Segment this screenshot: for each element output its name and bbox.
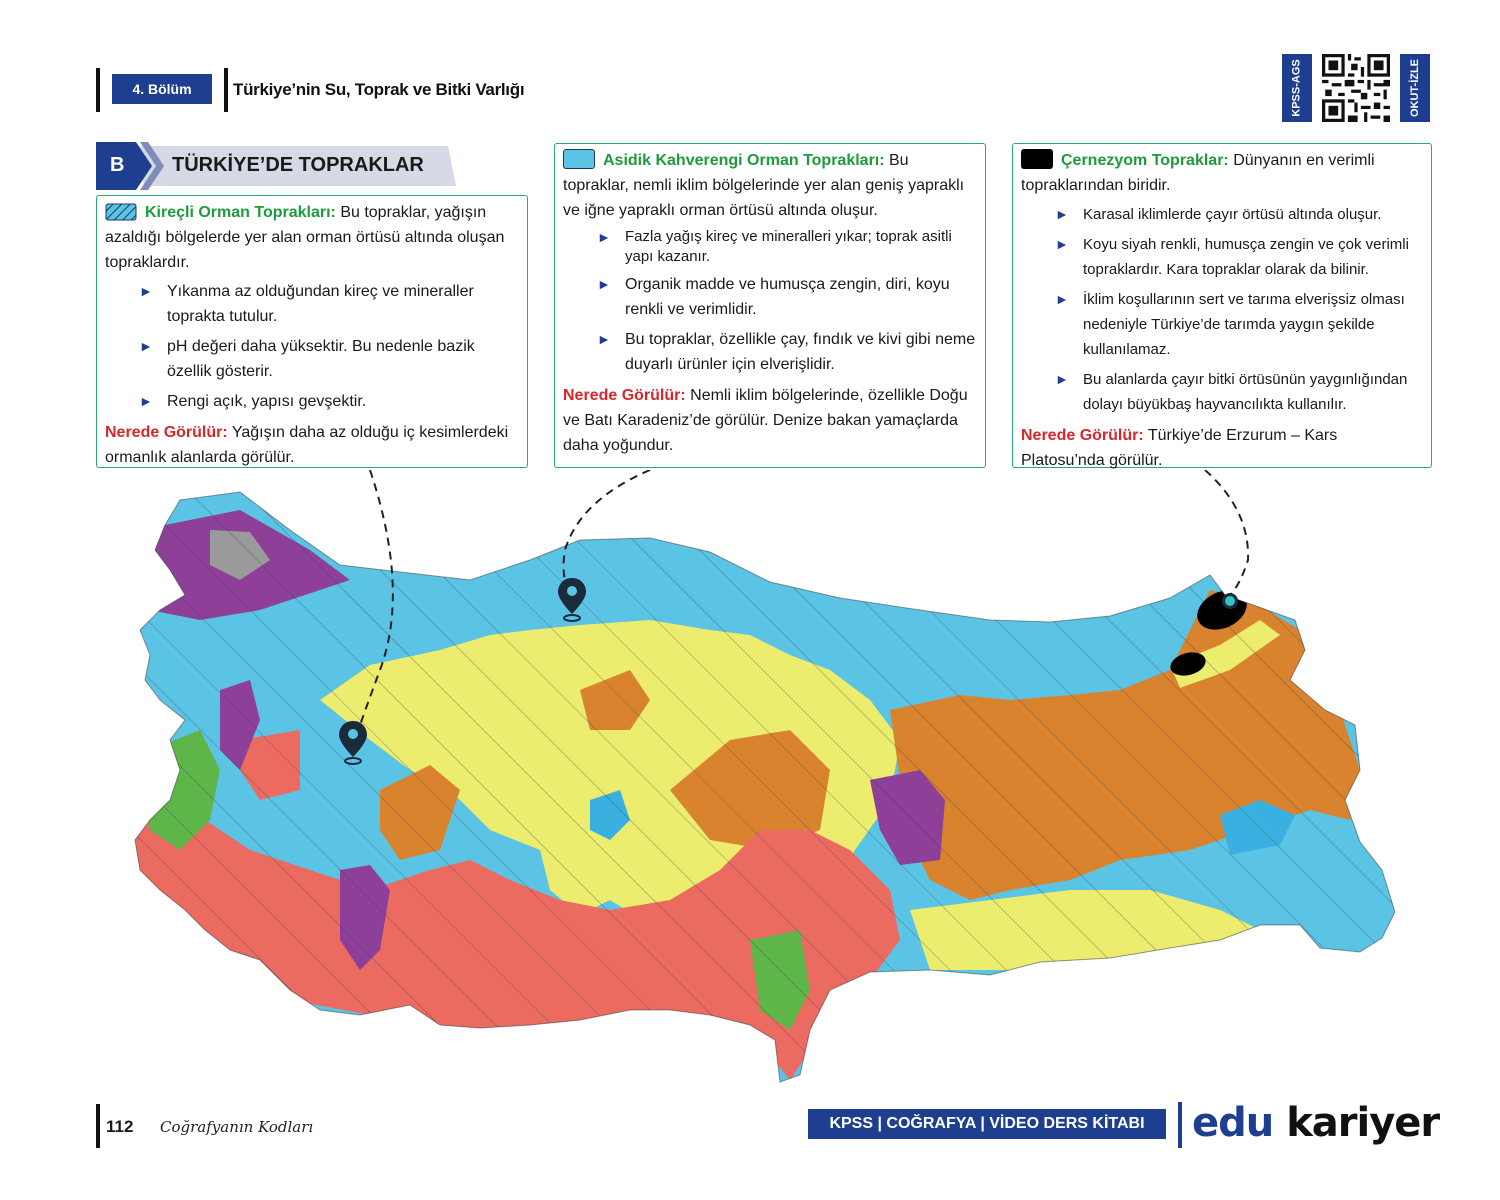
kirecli-intro-text: Bu topraklar, yağışın azaldığı bölgelerde yer alan orman örtüsü altında oluşan topraklardır. [105, 204, 505, 271]
footer-divider-left [96, 1104, 100, 1148]
list-item: ► Fazla yağış kireç ve mineralleri yıkar; toprak asitli yapı kazanır. [597, 228, 952, 265]
list-item: ► Karasal iklimlerde çayır örtüsü altında oluşur. [1021, 202, 1423, 227]
list-item: ► Rengi açık, yapısı gevşektir. [105, 389, 519, 414]
asidik-intro [563, 148, 977, 223]
section-letter: B [110, 154, 125, 176]
chapter-badge: 4. Bölüm [112, 74, 212, 104]
asidik-where-label: Nerede Görülür: [563, 387, 686, 404]
blue-swatch-icon [563, 149, 595, 169]
kirecli-info-box [96, 195, 528, 468]
map-pin-icon[interactable] [1222, 593, 1238, 609]
section-title: TÜRKİYE’DE TOPRAKLAR [172, 154, 424, 176]
list-item: ► Organik madde ve humusça zengin, diri, koyu renkli ve verimlidir. [563, 272, 977, 322]
header-divider-left [96, 68, 100, 112]
asidik-where-text: Nemli iklim bölgelerinde, özellikle Doğu ve Batı Karadeniz’de görülür. Denize bakan yamaçlarda daha yoğundur. [563, 387, 968, 454]
arrow-right-icon: ► [1055, 206, 1069, 222]
list-item: ► pH değeri daha yüksektir. Bu nedenle bazik özellik gösterir. [105, 334, 519, 384]
brand-kariyer: kariyer [1286, 1100, 1440, 1146]
list-item: ► Yıkanma az olduğundan kireç ve mineraller toprakta tutulur. [105, 279, 519, 329]
arrow-right-icon: ► [597, 276, 611, 292]
series-badge: KPSS | COĞRAFYA | VİDEO DERS KİTABI [808, 1109, 1166, 1139]
kirecli-where-label: Nerede Görülür: [105, 424, 228, 441]
kpss-ags-tag-label: KPSS-AGS [1291, 59, 1303, 117]
book-name: Coğrafyanın Kodları [160, 1118, 314, 1136]
cernozyom-heading: Çernezyom Topraklar: [1061, 152, 1229, 169]
cernozyom-intro [1021, 148, 1423, 198]
header-divider-mid [224, 68, 228, 112]
arrow-right-icon: ► [1055, 291, 1069, 307]
kirecli-intro [105, 200, 519, 275]
cernozyom-where-text: Türkiye’de Erzurum – Kars Platosu’nda görülür. [1021, 427, 1338, 469]
kpss-ags-tag [1282, 54, 1312, 122]
chapter-title: Türkiye’nin Su, Toprak ve Bitki Varlığı [233, 80, 525, 99]
footer-divider-right [1178, 1102, 1182, 1148]
list-item: ► Bu alanlarda çayır bitki örtüsünün yaygınlığından dolayı büyükbaş hayvancılıkta kullanılır. [1021, 367, 1423, 417]
asidik-intro-text: Bu topraklar, nemli iklim bölgelerinde yer alan geniş yapraklı ve iğne yapraklı orman örtüsü altında oluşur. [563, 152, 965, 219]
kirecli-where [105, 420, 519, 470]
okut-izle-tag [1400, 54, 1430, 122]
black-swatch-icon [1021, 149, 1053, 169]
arrow-right-icon: ► [1055, 371, 1069, 387]
kirecli-heading: Kireçli Orman Toprakları: [145, 204, 336, 221]
turkey-soil-map [110, 470, 1410, 1090]
hatched-swatch-icon [105, 203, 137, 221]
asidik-bullets [563, 227, 977, 377]
arrow-right-icon: ► [597, 229, 611, 245]
brand-edu: edu [1192, 1100, 1274, 1146]
arrow-right-icon: ► [1055, 236, 1069, 252]
asidik-info-box [554, 143, 986, 468]
arrow-right-icon: ► [139, 393, 153, 409]
arrow-right-icon: ► [139, 283, 153, 299]
cernozyom-info-box [1012, 143, 1432, 468]
page-number: 112 [106, 1117, 134, 1136]
asidik-heading: Asidik Kahverengi Orman Toprakları: [603, 152, 885, 169]
cernozyom-where-label: Nerede Görülür: [1021, 427, 1144, 444]
brand-logo [1192, 1100, 1439, 1146]
arrow-right-icon: ► [597, 331, 611, 347]
asidik-where [563, 383, 977, 458]
kirecli-where-text: Yağışın daha az olduğu iç kesimlerdeki ormanlık alanlarda görülür. [105, 424, 509, 466]
cernozyom-bullets [1021, 202, 1423, 417]
cernozyom-intro-text: Dünyanın en verimli topraklarından biridir. [1021, 152, 1375, 194]
cernozyom-where [1021, 423, 1423, 473]
list-item: ► Koyu siyah renkli, humusça zengin ve çok verimli topraklardır. Kara topraklar olarak da bilinir. [1021, 232, 1423, 282]
qr-code-icon[interactable] [1322, 54, 1390, 122]
kirecli-bullets [105, 279, 519, 414]
list-item: ► İklim koşullarının sert ve tarıma elverişsiz olması nedeniyle Türkiye’de tarımda yaygın şekilde kullanılamaz. [1021, 287, 1423, 362]
list-item: ► Bu topraklar, özellikle çay, fındık ve kivi gibi neme duyarlı ürünler için elverişlidir. [563, 327, 977, 377]
kirecli-hatch-overlay [110, 470, 1410, 1090]
okut-izle-tag-label: OKUT-İZLE [1409, 58, 1421, 118]
arrow-right-icon: ► [139, 338, 153, 354]
